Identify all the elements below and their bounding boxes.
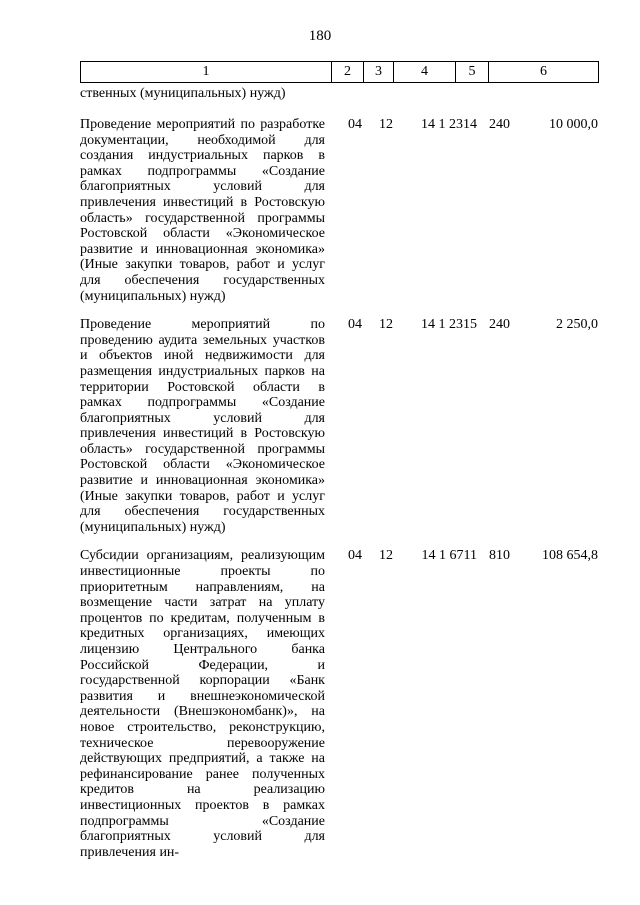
row-section: 04 <box>348 548 362 564</box>
header-col-2: 2 <box>332 62 364 82</box>
row-description: Проведение мероприятий по разработке документации, необходимой для создания индустриальных парков в рамках подпрограммы «Создание благоприятных условий для привлечения инвестиций в Ростовскую область» государственной программы Ростовской области «Экономическое развитие и инновационная экономика» (Иные закупки товаров, работ и услуг для обеспечения государственных (муниципальных) нужд) <box>80 117 325 304</box>
row-description: Субсидии организациям, реализующим инвестиционные проекты по приоритетным направлениям, на возмещение части затрат на уплату процентов по кредитам, полученным в кредитных организациях, имеющих лицензию Центрального банка Российской Федерации, и государственной корпорации «Банк развития и внешнеэкономической деятельности (Внешэкономбанк)», на новое строительство, реконструкцию, техническое перевооружение действующих предприятий, а также на рефинансирование ранее полученных кредитов на реализацию инвестиционных проектов в рамках подпрограммы «Создание благоприятных условий для привлечения ин- <box>80 548 325 860</box>
row-target-code: 14 1 6711 <box>421 548 477 564</box>
row-amount: 2 250,0 <box>556 317 598 333</box>
row-subsection: 12 <box>379 117 393 132</box>
row-section: 04 <box>348 117 362 132</box>
header-col-4: 4 <box>394 62 456 82</box>
table-body <box>80 86 600 873</box>
row-amount: 10 000,0 <box>549 117 598 132</box>
row-subsection: 12 <box>379 317 393 333</box>
header-col-6: 6 <box>540 64 547 79</box>
row-section: 04 <box>348 317 362 333</box>
continuation-text: ственных (муниципальных) нужд) <box>80 86 286 101</box>
header-col-3: 3 <box>364 62 394 82</box>
table-row <box>80 548 600 860</box>
table-row <box>80 117 600 304</box>
table-header <box>80 61 599 83</box>
row-description: Проведение мероприятий по проведению аудита земельных участков и объектов иной недвижимости для размещения индустриальных парков на территории Ростовской области в рамках подпрограммы «Создание благоприятных условий для привлечения инвестиций в Ростовскую область» государственной программы Ростовской области «Экономическое развитие и инновационная экономика» (Иные закупки товаров, работ и услуг для обеспечения государственных (муниципальных) нужд) <box>80 317 325 535</box>
row-expense-type: 240 <box>489 117 510 132</box>
header-col-1: 1 <box>81 62 332 82</box>
table-row <box>80 317 600 535</box>
row-target-code: 14 1 2314 <box>421 117 477 132</box>
row-expense-type: 240 <box>489 317 510 333</box>
row-expense-type: 810 <box>489 548 510 564</box>
row-amount: 108 654,8 <box>542 548 598 564</box>
page-number: 180 <box>308 28 332 44</box>
row-target-code: 14 1 2315 <box>421 317 477 333</box>
row-subsection: 12 <box>379 548 393 564</box>
header-col-5: 5 <box>456 62 489 82</box>
